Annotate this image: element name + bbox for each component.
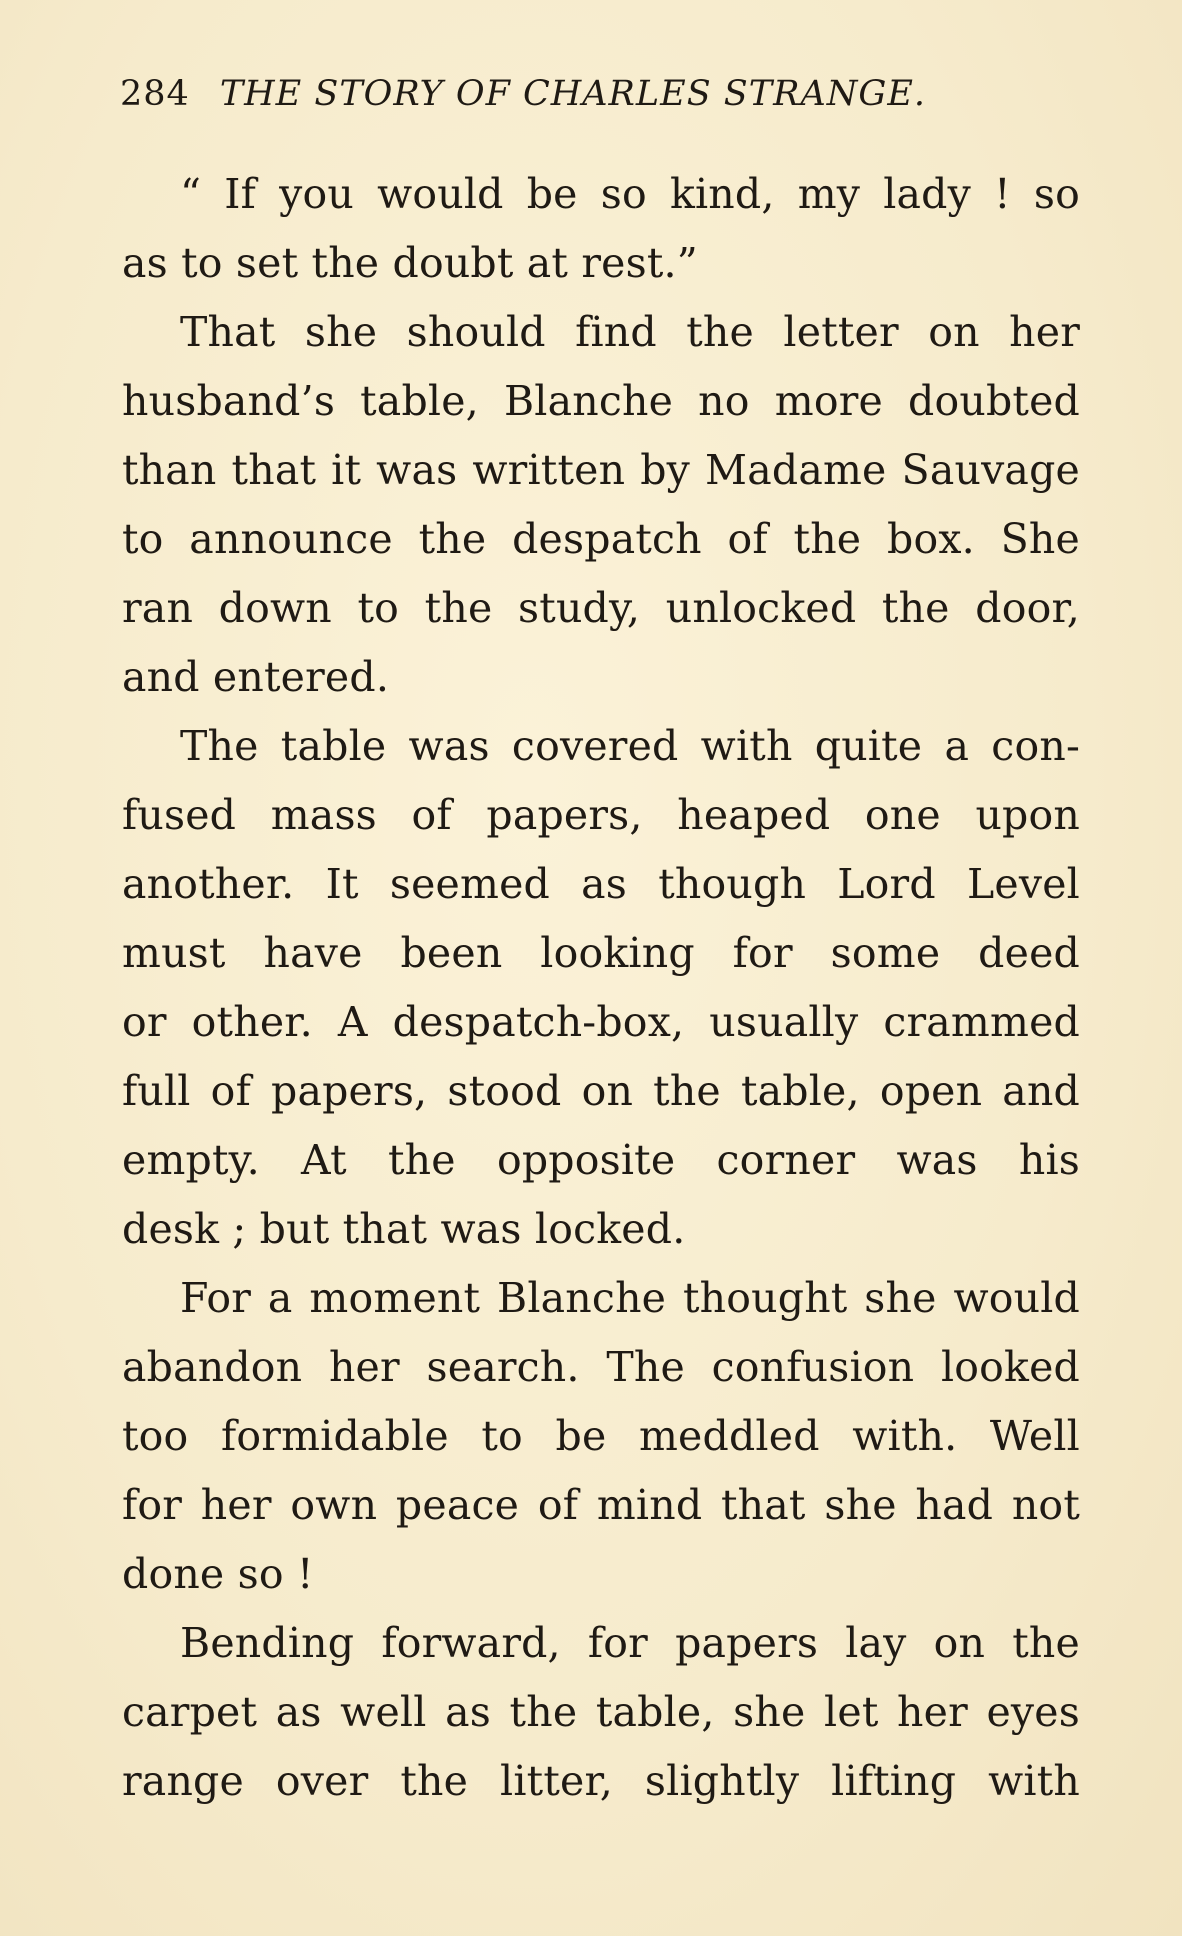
text-line: to announce the despatch of the box. She: [122, 515, 1080, 563]
text-line: desk ; but that was locked.: [122, 1205, 686, 1253]
text-line: “ If you would be so kind, my lady ! so: [180, 170, 1080, 218]
text-line: done so !: [122, 1550, 314, 1598]
text-line: That she should find the letter on her: [180, 308, 1080, 356]
text-line: Bending forward, for papers lay on the: [180, 1619, 1080, 1667]
text-line: or other. A despatch-box, usually crammed: [122, 998, 1080, 1046]
page-number: 284: [120, 74, 190, 114]
text-line: than that it was written by Madame Sauvage: [122, 446, 1080, 494]
text-line: range over the litter, slightly lifting with: [122, 1757, 1080, 1805]
text-line: full of papers, stood on the table, open and: [122, 1067, 1080, 1115]
text-line: For a moment Blanche thought she would: [180, 1274, 1080, 1322]
text-line: another. It seemed as though Lord Level: [122, 860, 1080, 908]
text-line: husband’s table, Blanche no more doubted: [122, 377, 1080, 425]
text-line: carpet as well as the table, she let her eyes: [122, 1688, 1080, 1736]
text-line: and entered.: [122, 653, 390, 701]
body-text: [122, 160, 1080, 1816]
text-line: fused mass of papers, heaped one upon: [122, 791, 1080, 839]
page-header: [120, 70, 970, 118]
text-line: too formidable to be meddled with. Well: [122, 1412, 1080, 1460]
text-line: ran down to the study, unlocked the door,: [122, 584, 1080, 632]
text-line: must have been looking for some deed: [122, 929, 1080, 977]
text-line: as to set the doubt at rest.”: [122, 239, 698, 287]
text-line: for her own peace of mind that she had not: [122, 1481, 1080, 1529]
text-line: empty. At the opposite corner was his: [122, 1136, 1080, 1184]
text-line: abandon her search. The confusion looked: [122, 1343, 1080, 1391]
running-title: THE STORY OF CHARLES STRANGE.: [219, 74, 927, 114]
text-line: The table was covered with quite a con-: [180, 722, 1080, 770]
